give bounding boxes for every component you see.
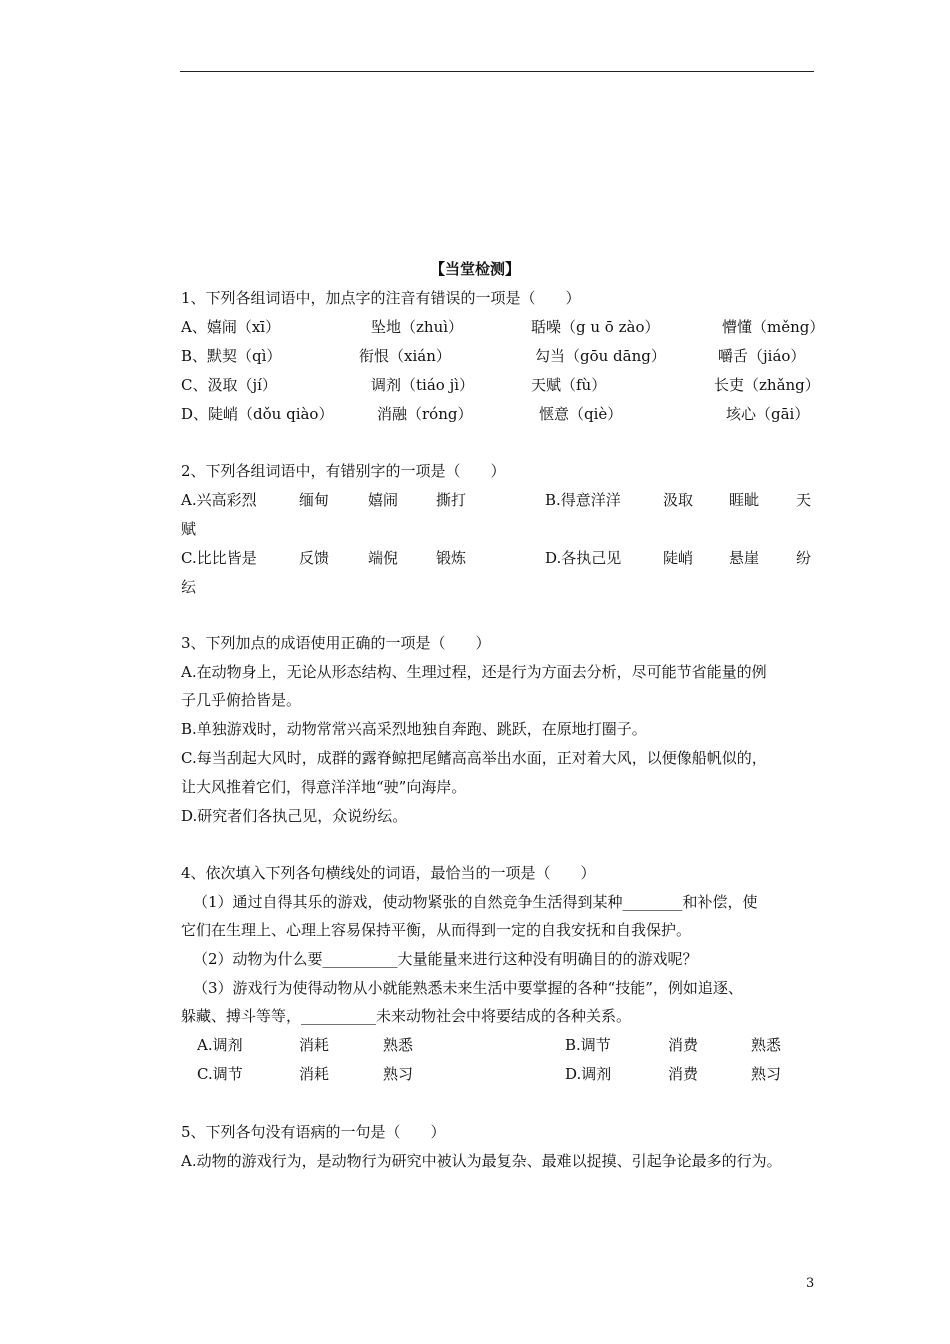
q1-option: 嚼舌（jiáo） — [718, 347, 806, 365]
q2-stem: 2、下列各组词语中，有错别字的一项是（ ） — [181, 462, 506, 480]
q2-word: 纷 — [796, 549, 812, 567]
q1-option: A、嬉闹（xī） — [181, 318, 281, 336]
q4-word: 熟悉 — [751, 1036, 782, 1054]
q4-option: C.调节 — [197, 1065, 243, 1083]
q5-option-a: A.动物的游戏行为，是动物行为研究中被认为最复杂、最难以捉摸、引起争论最多的行为。 — [181, 1152, 782, 1170]
q4-word: 消费 — [668, 1065, 699, 1083]
q2-word: 缅甸 — [299, 491, 330, 509]
q1-option: 调剂（tiáo jì） — [371, 376, 475, 394]
header-rule — [180, 71, 814, 72]
q4-word: 熟悉 — [383, 1036, 414, 1054]
q2-word: 汲取 — [663, 491, 694, 509]
section-title: 【当堂检测】 — [429, 260, 520, 278]
q3-line: B.单独游戏时，动物常常兴高采烈地独自奔跑、跳跃，在原地打圈子。 — [181, 720, 647, 738]
q1-option: 消融（róng） — [377, 405, 473, 423]
q1-option: B、默契（qì） — [181, 347, 282, 365]
q2-word: 撕打 — [436, 491, 467, 509]
q4-line: （3）游戏行为使得动物从小就能熟悉未来生活中要掌握的各种“技能”，例如追逐、 — [193, 979, 743, 997]
q5-stem: 5、下列各句没有语病的一句是（ ） — [181, 1123, 446, 1141]
q2-option: A.兴高彩烈 — [181, 491, 257, 509]
q2-word: 悬崖 — [729, 549, 760, 567]
q1-option: 坠地（zhuì） — [371, 318, 464, 336]
q4-option: D.调剂 — [565, 1065, 612, 1083]
q1-option: C、汲取（jí） — [181, 376, 277, 394]
q1-option: 长吏（zhǎng） — [714, 376, 820, 394]
q2-word: 睚眦 — [729, 491, 760, 509]
q2-option: D.各执己见 — [545, 549, 622, 567]
q1-stem: 1、下列各组词语中，加点字的注音有错误的一项是（ ） — [181, 289, 581, 307]
q4-word: 熟习 — [383, 1065, 414, 1083]
q2-row-2-wrap: 纭 — [181, 578, 197, 596]
q4-line: （2）动物为什么要__________大量能量来进行这种没有明确目的的游戏呢？ — [193, 950, 698, 968]
q4-word: 消费 — [668, 1036, 699, 1054]
q4-line: （1）通过自得其乐的游戏，使动物紧张的自然竞争生活得到某种________和补偿，使 — [193, 893, 758, 911]
q3-line: D.研究者们各执己见，众说纷纭。 — [181, 807, 408, 825]
q2-word: 端倪 — [368, 549, 399, 567]
q4-line: 躲藏、搏斗等等，__________未来动物社会中将要结成的各种关系。 — [181, 1007, 632, 1025]
q4-word: 熟习 — [751, 1065, 782, 1083]
q2-option: B.得意洋洋 — [545, 491, 621, 509]
q1-option: 聒噪（g u ō zào） — [531, 318, 660, 336]
q2-word: 反馈 — [299, 549, 330, 567]
q3-line: C.每当刮起大风时，成群的露脊鲸把尾鳍高高举出水面，正对着大风，以便像船帆似的， — [181, 749, 767, 767]
q2-word: 天 — [796, 491, 812, 509]
q4-word: 消耗 — [299, 1065, 330, 1083]
q3-line: 子几乎俯拾皆是。 — [181, 691, 302, 709]
q4-line: 它们在生理上、心理上容易保持平衡，从而得到一定的自我安抚和自我保护。 — [181, 921, 692, 939]
q2-word: 陡峭 — [663, 549, 694, 567]
page-number: 3 — [806, 1276, 815, 1291]
q2-word: 锻炼 — [436, 549, 467, 567]
q3-line: A.在动物身上，无论从形态结构、生理过程，还是行为方面去分析，尽可能节省能量的例 — [181, 663, 767, 681]
q4-option: B.调节 — [565, 1036, 611, 1054]
q4-word: 消耗 — [299, 1036, 330, 1054]
q4-stem: 4、依次填入下列各句横线处的词语，最恰当的一项是（ ） — [181, 864, 596, 882]
q1-option: 天赋（fù） — [531, 376, 607, 394]
q1-option: 垓心（gāi） — [726, 405, 810, 423]
q1-option: D、陡峭（dǒu qiào） — [181, 405, 334, 423]
q4-option: A.调剂 — [197, 1036, 243, 1054]
q1-option: 懵懂（měng） — [722, 318, 825, 336]
q1-option: 勾当（gōu dāng） — [535, 347, 666, 365]
q3-line: 让大风推着它们，得意洋洋地“驶”向海岸。 — [181, 778, 467, 796]
q1-option: 惬意（qiè） — [539, 405, 623, 423]
q1-option: 衔恨（xián） — [359, 347, 451, 365]
q3-stem: 3、下列加点的成语使用正确的一项是（ ） — [181, 634, 491, 652]
q2-row-1-wrap: 赋 — [181, 520, 197, 538]
q2-option: C.比比皆是 — [181, 549, 257, 567]
q2-word: 嬉闹 — [368, 491, 399, 509]
